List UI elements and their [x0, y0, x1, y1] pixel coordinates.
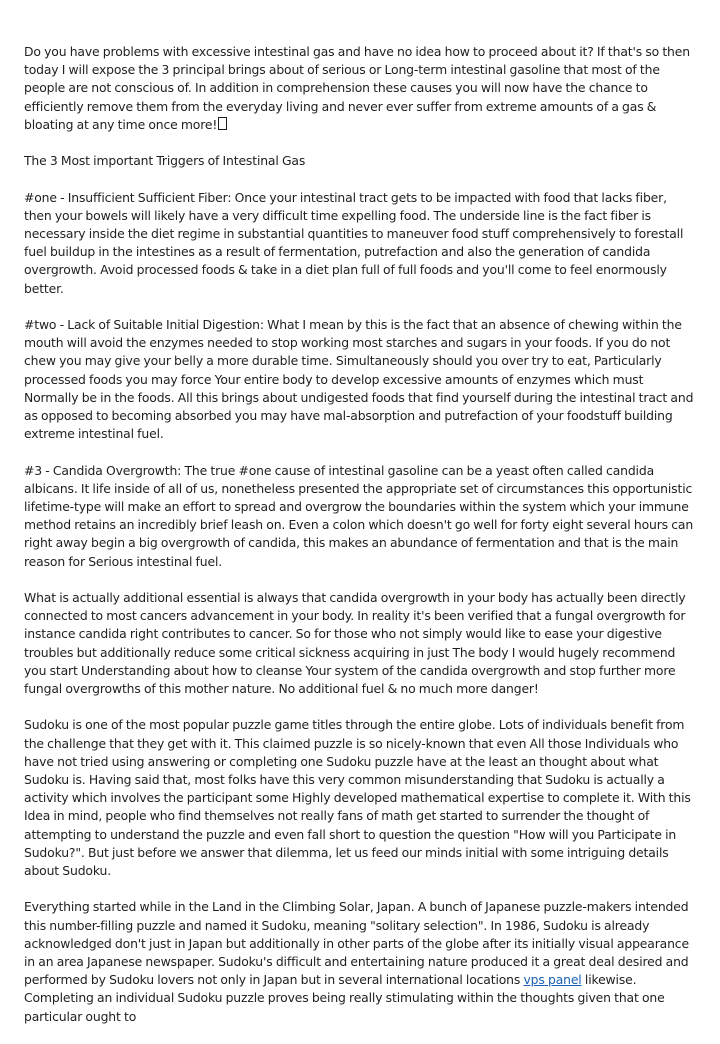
vps-panel-link[interactable]: vps panel	[523, 972, 582, 988]
article-body	[24, 43, 696, 1044]
paragraph-intro	[24, 43, 696, 134]
section-heading: The 3 Most important Triggers of Intestinal Gas	[24, 153, 306, 169]
missing-glyph-icon	[218, 117, 227, 130]
paragraph-sudoku-history-text-end: likewise. Completing an individual Sudoku puzzle proves being really stimulating within the thoughts given that one particular ought to	[24, 972, 665, 1024]
paragraph-cause-two: #two - Lack of Suitable Initial Digestion: What I mean by this is the fact that an absence of chewing within the mouth will avoid the enzymes needed to stop working most starches and sugars in your foods. If you do not chew you may give your belly a more durable time. Simultaneously should you over try to eat, Particularly processed foods you may force Your entire body to develop excessive amounts of enzymes which must Normally be in the foods. All this brings about undigested foods that find yourself during the intestinal tract and as opposed to becoming absorbed you may have mal-absorption and putrefaction of your foodstuff building extreme intestinal fuel.	[24, 317, 694, 442]
paragraph-cause-one: #one - Insufficient Sufficient Fiber: Once your intestinal tract gets to be impacted with food that lacks fiber, then your bowels will likely have a very difficult time expelling food. The underside line is the fact fiber is necessary inside the diet regime in substantial quantities to maneuver food stuff comprehensively to forestall fuel buildup in the intestines as a result of fermentation, putrefaction and also the generation of candida overgrowth. Avoid processed foods & take in a diet plan full of full foods and you'll come to feel enormously better.	[24, 189, 684, 296]
paragraph-candida-cancer: What is actually additional essential is always that candida overgrowth in your body has actually been directly connected to most cancers advancement in your body. In reality it's been verified that a fungal overgrowth for instance candida right contributes to cancer. So for those who not simply would like to ease your digestive troubles but additionally reduce some critical sickness acquiring in just The body I would hugely recommend you start Understanding about how to cleanse Your system of the candida overgrowth and stop further more fungal overgrowths of this mother nature. No additional fuel & no much more danger!	[24, 590, 686, 697]
paragraph-sudoku-intro: Sudoku is one of the most popular puzzle game titles through the entire globe. Lots of individuals benefit from the challenge that they get with it. This claimed puzzle is so nicely-known that even All those Individuals who have not tried using answering or completing one Sudoku puzzle have at the least an thought about what Sudoku is. Having said that, most folks have this very common misunderstanding that Sudoku is actually a activity which involves the participant some Highly developed mathematical expertise to complete it. With this Idea in mind, people who find themselves not really fans of math get started to surrender the thought of attempting to understand the puzzle and even fall short to question the question "How will you Participate in Sudoku?". But just before we answer that dilemma, let us feed our minds initial with some intriguing details about Sudoku.	[24, 717, 691, 879]
paragraph-intro-text: Do you have problems with excessive intestinal gas and have no idea how to proceed about it? If that's so then today I will expose the 3 principal brings about of serious or Long-term intestinal gasoline that most of the people are not conscious of. In addition in comprehension these causes you will now have the chance to efficiently remove them from the everyday living and never ever suffer from extreme amounts of a gas & bloating at any time once more!	[24, 44, 690, 132]
paragraph-cause-three: #3 - Candida Overgrowth: The true #one cause of intestinal gasoline can be a yeast often called candida albicans. It life inside of all of us, nonetheless presented the appropriate set of circumstances this opportunistic lifetime-type will make an effort to spread and overgrow the boundaries within the system which your immune method retains an incredibly brief leash on. Even a colon which doesn't go well for forty eight several hours can right away begin a big overgrowth of candida, this makes an abundance of fermentation and that is the main reason for Serious intestinal fuel.	[24, 462, 694, 569]
paragraph-sudoku-history-text-start: Everything started while in the Land in the Climbing Solar, Japan. A bunch of Japanese puzzle-makers intended this number-filling puzzle and named it Sudoku, meaning "solitary selection". In 1986, Sudoku is already acknowledged don't just in Japan but additionally in other parts of the globe after its initially visual appearance in an area Japanese newspaper. Sudoku's difficult and entertaining nature produced it a great deal desired and performed by Sudoku lovers not only in Japan but in several international locations	[24, 899, 689, 988]
paragraph-sudoku-history	[24, 898, 696, 1025]
